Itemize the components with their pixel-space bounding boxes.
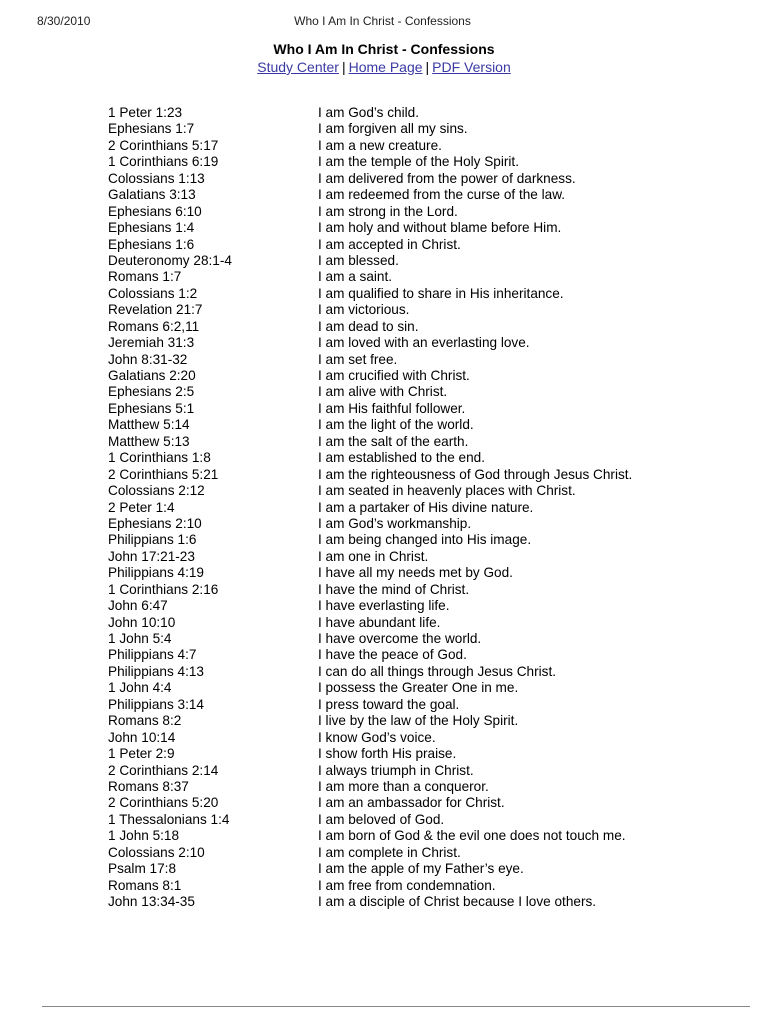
confession-statement: I am God’s workmanship. bbox=[318, 515, 472, 531]
confession-statement: I am dead to sin. bbox=[318, 318, 419, 334]
confession-statement: I live by the law of the Holy Spirit. bbox=[318, 713, 519, 729]
confession-row bbox=[108, 450, 708, 466]
confession-statement: I am crucified with Christ. bbox=[318, 368, 470, 383]
scripture-reference: Ephesians 2:5 bbox=[108, 384, 195, 400]
confession-statement: I am a saint. bbox=[318, 269, 393, 285]
confession-row bbox=[108, 779, 708, 795]
confession-statement: I am a disciple of Christ because I love others. bbox=[318, 894, 597, 909]
scripture-reference: 2 Corinthians 5:21 bbox=[108, 466, 219, 482]
confession-statement: I am victorious. bbox=[318, 302, 410, 318]
scripture-reference: Colossians 2:12 bbox=[108, 483, 205, 499]
confession-row bbox=[108, 384, 708, 400]
confession-statement: I am the apple of my Father’s eye. bbox=[318, 861, 524, 877]
scripture-reference: 1 John 4:4 bbox=[108, 680, 172, 696]
confession-statement: I am alive with Christ. bbox=[318, 384, 448, 400]
confession-statement: I am the light of the world. bbox=[318, 417, 474, 433]
confession-row bbox=[108, 680, 708, 696]
confession-row bbox=[108, 763, 708, 779]
scripture-reference: Ephesians 1:7 bbox=[108, 121, 195, 137]
footer-divider bbox=[42, 1006, 750, 1007]
confession-statement: I am one in Christ. bbox=[318, 548, 429, 564]
confession-statement: I am an ambassador for Christ. bbox=[318, 795, 505, 811]
confession-statement: I am forgiven all my sins. bbox=[318, 121, 468, 137]
confession-statement: I am redeemed from the curse of the law. bbox=[318, 187, 566, 203]
confession-row bbox=[108, 434, 708, 450]
scripture-reference: 1 Corinthians 6:19 bbox=[108, 154, 219, 170]
confession-row bbox=[108, 187, 708, 203]
confession-statement: I am being changed into His image. bbox=[318, 532, 532, 548]
confession-statement: I am God’s child. bbox=[318, 105, 419, 120]
confession-row bbox=[108, 828, 708, 844]
confession-statement: I am more than a conqueror. bbox=[318, 778, 489, 794]
nav-separator: | bbox=[341, 59, 346, 75]
confession-row bbox=[108, 598, 708, 614]
scripture-reference: Romans 8:2 bbox=[108, 713, 182, 729]
confession-row bbox=[108, 615, 708, 631]
confession-row bbox=[108, 138, 708, 154]
print-header-title: Who I Am In Christ - Confessions bbox=[294, 14, 471, 28]
confession-row bbox=[108, 631, 708, 647]
confession-statement: I am accepted in Christ. bbox=[318, 236, 461, 252]
confession-row bbox=[108, 302, 708, 318]
confession-row bbox=[108, 697, 708, 713]
confession-statement: I am blessed. bbox=[318, 252, 399, 268]
confession-row bbox=[108, 319, 708, 335]
confession-statement: I am loved with an everlasting love. bbox=[318, 335, 530, 351]
confession-row bbox=[108, 105, 708, 121]
confession-statement: I am established to the end. bbox=[318, 450, 486, 466]
confession-row bbox=[108, 746, 708, 762]
confession-statement: I am beloved of God. bbox=[318, 811, 445, 827]
scripture-reference: 2 Corinthians 2:14 bbox=[108, 762, 219, 778]
confession-row bbox=[108, 121, 708, 137]
confession-row bbox=[108, 467, 708, 483]
scripture-reference: 1 Corinthians 1:8 bbox=[108, 450, 211, 466]
scripture-reference: Colossians 1:2 bbox=[108, 285, 198, 301]
confession-row bbox=[108, 516, 708, 532]
confession-statement: I possess the Greater One in me. bbox=[318, 680, 519, 696]
scripture-reference: Colossians 2:10 bbox=[108, 844, 205, 860]
confession-row bbox=[108, 237, 708, 253]
scripture-reference: Philippians 1:6 bbox=[108, 532, 197, 548]
confession-row bbox=[108, 730, 708, 746]
scripture-reference: 1 Peter 1:23 bbox=[108, 105, 183, 120]
confession-statement: I know God’s voice. bbox=[318, 729, 436, 745]
confession-statement: I am a new creature. bbox=[318, 137, 442, 153]
confession-row bbox=[108, 368, 708, 384]
confession-row bbox=[108, 878, 708, 894]
confession-row bbox=[108, 154, 708, 170]
print-header bbox=[37, 14, 728, 32]
scripture-reference: Revelation 21:7 bbox=[108, 302, 203, 318]
confession-statement: I show forth His praise. bbox=[318, 746, 457, 762]
confession-row bbox=[108, 500, 708, 516]
confession-row bbox=[108, 335, 708, 351]
confession-statement: I am the salt of the earth. bbox=[318, 433, 469, 449]
confession-statement: I am the temple of the Holy Spirit. bbox=[318, 154, 519, 170]
print-date: 8/30/2010 bbox=[37, 14, 91, 28]
confession-statement: I am free from condemnation. bbox=[318, 877, 496, 893]
scripture-reference: Ephesians 1:4 bbox=[108, 220, 195, 236]
scripture-reference: Matthew 5:13 bbox=[108, 433, 190, 449]
confession-row bbox=[108, 664, 708, 680]
scripture-reference: 2 Corinthians 5:20 bbox=[108, 795, 219, 811]
scripture-reference: 2 Corinthians 5:17 bbox=[108, 137, 219, 153]
confession-row bbox=[108, 845, 708, 861]
confession-row bbox=[108, 401, 708, 417]
confession-statement: I have abundant life. bbox=[318, 614, 441, 630]
scripture-reference: Ephesians 6:10 bbox=[108, 203, 202, 219]
confession-statement: I am qualified to share in His inheritance. bbox=[318, 285, 564, 301]
confession-row bbox=[108, 532, 708, 548]
scripture-reference: John 6:47 bbox=[108, 598, 168, 614]
scripture-reference: 1 Thessalonians 1:4 bbox=[108, 811, 230, 827]
confession-row bbox=[108, 549, 708, 565]
scripture-reference: Deuteronomy 28:1-4 bbox=[108, 252, 232, 268]
confession-row bbox=[108, 286, 708, 302]
scripture-reference: Philippians 4:7 bbox=[108, 647, 197, 663]
confession-statement: I am delivered from the power of darkness. bbox=[318, 170, 576, 186]
confession-row bbox=[108, 220, 708, 236]
confession-row bbox=[108, 565, 708, 581]
scripture-reference: Philippians 3:14 bbox=[108, 696, 204, 712]
scripture-reference: 1 John 5:4 bbox=[108, 631, 172, 646]
confession-statement: I have overcome the world. bbox=[318, 631, 482, 646]
confession-statement: I am the righteousness of God through Jesus Christ. bbox=[318, 466, 633, 482]
nav-separator: | bbox=[425, 59, 430, 75]
scripture-reference: John 8:31-32 bbox=[108, 351, 188, 367]
confession-row bbox=[108, 894, 708, 910]
scripture-reference: Ephesians 5:1 bbox=[108, 400, 195, 416]
scripture-reference: Ephesians 2:10 bbox=[108, 515, 202, 531]
scripture-reference: Romans 6:2,11 bbox=[108, 318, 200, 334]
scripture-reference: 1 Peter 2:9 bbox=[108, 746, 175, 762]
scripture-reference: Romans 8:37 bbox=[108, 778, 189, 794]
confession-row bbox=[108, 171, 708, 187]
confession-statement: I am holy and without blame before Him. bbox=[318, 220, 562, 236]
scripture-reference: John 10:14 bbox=[108, 729, 176, 745]
confession-row bbox=[108, 861, 708, 877]
confession-statement: I press toward the goal. bbox=[318, 696, 460, 712]
confession-statement: I can do all things through Jesus Christ. bbox=[318, 663, 557, 679]
confession-row bbox=[108, 795, 708, 811]
pdf-version-link[interactable]: PDF Version bbox=[432, 59, 511, 75]
scripture-reference: Matthew 5:14 bbox=[108, 417, 190, 433]
confession-statement: I have the mind of Christ. bbox=[318, 581, 470, 597]
confession-row bbox=[108, 417, 708, 433]
confession-statement: I have all my needs met by God. bbox=[318, 565, 513, 581]
confession-row bbox=[108, 352, 708, 368]
scripture-reference: Psalm 17:8 bbox=[108, 861, 177, 877]
confessions-list bbox=[108, 105, 708, 910]
home-page-link[interactable]: Home Page bbox=[348, 59, 423, 75]
scripture-reference: Ephesians 1:6 bbox=[108, 236, 195, 252]
confession-statement: I am seated in heavenly places with Christ. bbox=[318, 483, 576, 499]
confession-row bbox=[108, 647, 708, 663]
confession-row bbox=[108, 204, 708, 220]
nav-links bbox=[0, 59, 768, 75]
confession-statement: I am born of God & the evil one does not touch me. bbox=[318, 828, 626, 844]
confession-row bbox=[108, 269, 708, 285]
scripture-reference: Philippians 4:13 bbox=[108, 663, 204, 679]
scripture-reference: Galatians 3:13 bbox=[108, 187, 196, 203]
scripture-reference: 1 John 5:18 bbox=[108, 828, 180, 844]
scripture-reference: John 13:34-35 bbox=[108, 894, 195, 909]
scripture-reference: Romans 1:7 bbox=[108, 269, 182, 285]
scripture-reference: Galatians 2:20 bbox=[108, 368, 196, 383]
scripture-reference: John 17:21-23 bbox=[108, 548, 195, 564]
confession-row bbox=[108, 483, 708, 499]
confession-row bbox=[108, 582, 708, 598]
confession-statement: I am a partaker of His divine nature. bbox=[318, 499, 534, 515]
scripture-reference: Romans 8:1 bbox=[108, 877, 182, 893]
confession-statement: I am strong in the Lord. bbox=[318, 203, 458, 219]
scripture-reference: Philippians 4:19 bbox=[108, 565, 204, 581]
scripture-reference: 2 Peter 1:4 bbox=[108, 499, 175, 515]
confession-statement: I am set free. bbox=[318, 351, 398, 367]
confession-row bbox=[108, 713, 708, 729]
page-title: Who I Am In Christ - Confessions bbox=[273, 41, 495, 57]
study-center-link[interactable]: Study Center bbox=[257, 59, 339, 75]
confession-row bbox=[108, 812, 708, 828]
confession-statement: I have everlasting life. bbox=[318, 598, 450, 614]
confession-statement: I am complete in Christ. bbox=[318, 844, 461, 860]
scripture-reference: 1 Corinthians 2:16 bbox=[108, 581, 219, 597]
scripture-reference: Colossians 1:13 bbox=[108, 170, 205, 186]
confession-statement: I have the peace of God. bbox=[318, 647, 467, 663]
confession-statement: I always triumph in Christ. bbox=[318, 762, 474, 778]
scripture-reference: John 10:10 bbox=[108, 614, 176, 630]
confession-statement: I am His faithful follower. bbox=[318, 400, 466, 416]
scripture-reference: Jeremiah 31:3 bbox=[108, 335, 195, 351]
confession-row bbox=[108, 253, 708, 269]
